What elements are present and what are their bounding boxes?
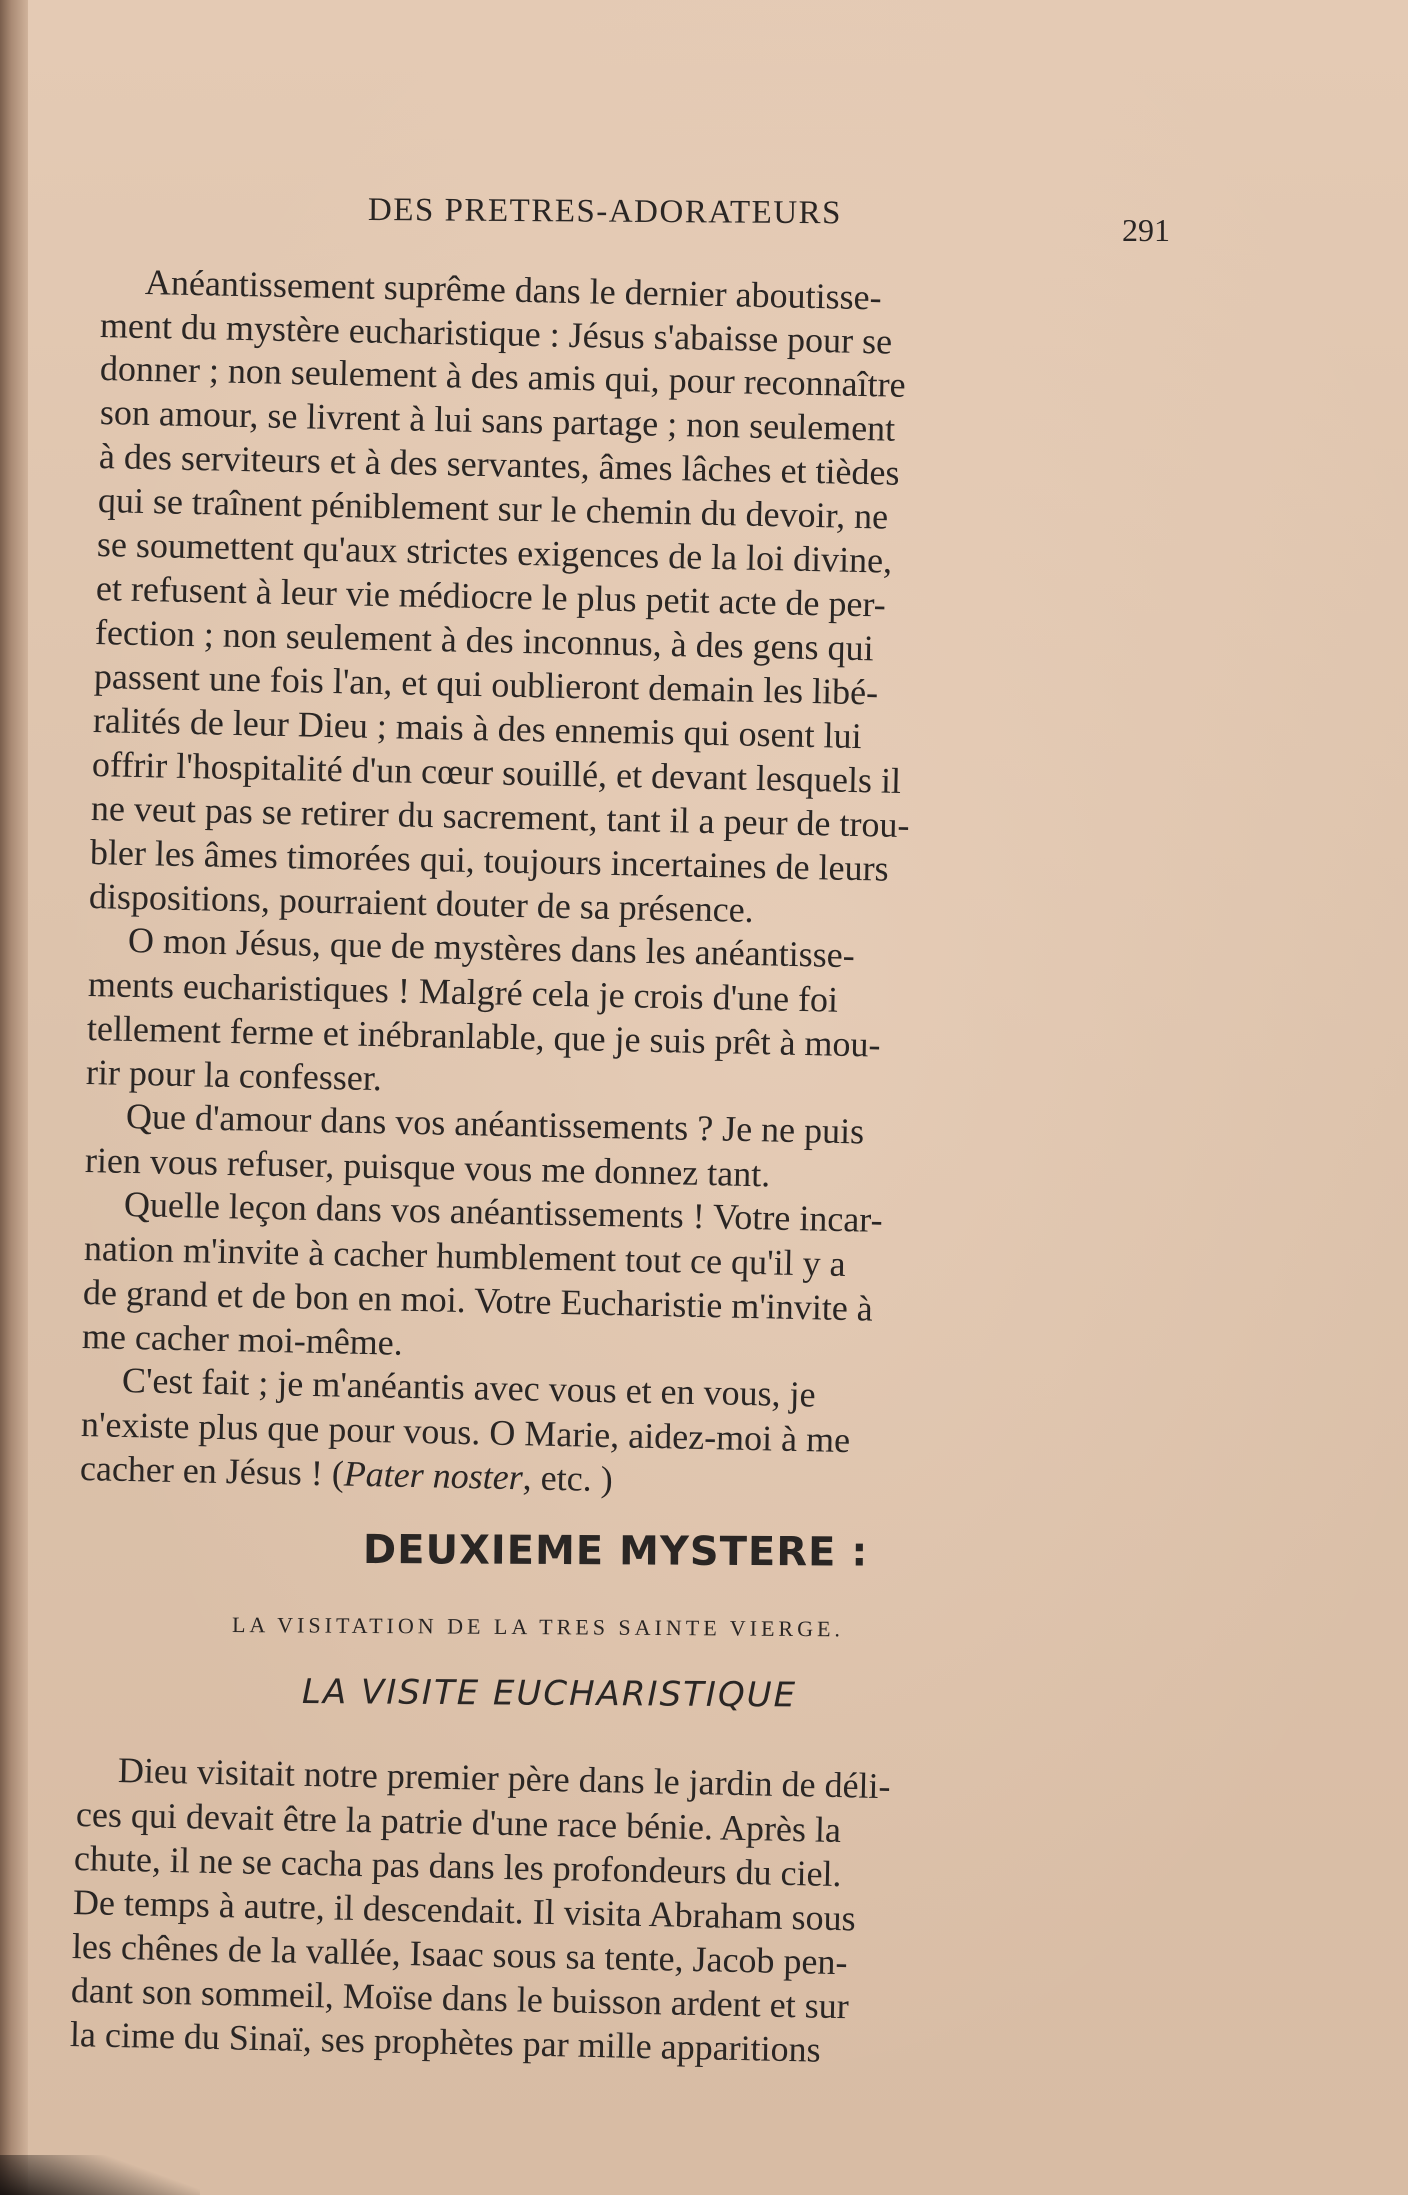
text-line: chute, il ne se cacha pas dans les profondeurs du ciel. — [73, 1838, 842, 1895]
text-line: dispositions, pourraient douter de sa présence. — [88, 876, 755, 930]
text-line: les chênes de la vallée, Isaac sous sa tente, Jacob pen- — [71, 1926, 848, 1983]
text-line: ments eucharistiques ! Malgré cela je crois d'une foi — [87, 964, 839, 1020]
text-line: De temps à autre, il descendait. Il visita Abraham sous — [72, 1882, 857, 1939]
text-line: Dieu visitait notre premier père dans le jardin de déli- — [117, 1750, 891, 1807]
text-line: et refusent à leur vie médiocre le plus petit acte de per- — [95, 568, 887, 625]
text-line: rir pour la confesser. — [85, 1052, 383, 1099]
text-line: n'existe plus que pour vous. O Marie, aidez-moi à me — [80, 1404, 851, 1461]
text-line: de grand et de bon en moi. Votre Eucharistie m'invite à — [82, 1272, 874, 1329]
text-line: bler les âmes timorées qui, toujours incertaines de leurs — [89, 832, 890, 889]
text-line: O mon Jésus, que de mystères dans les anéantisse- — [127, 920, 856, 976]
section-subheading: LA VISITATION DE LA TRES SAINTE VIERGE. — [231, 1612, 845, 1642]
text-line: me cacher moi-même. — [81, 1316, 404, 1363]
text-line: qui se traînent péniblement sur le chemin du devoir, ne — [97, 480, 889, 537]
text-line: ment du mystère eucharistique : Jésus s'abaisse pour se — [99, 305, 893, 362]
text-line: ne veut pas se retirer du sacrement, tant il a peur de trou- — [90, 788, 910, 846]
text-line: fection ; non seulement à des inconnus, à des gens qui — [94, 612, 875, 669]
text-line: tellement ferme et inébranlable, que je suis prêt à mou- — [86, 1008, 881, 1065]
italic-text-segment: Pater noster — [343, 1453, 524, 1498]
text-line: à des serviteurs et à des servantes, âmes lâches et tièdes — [98, 436, 900, 493]
text-line: passent une fois l'an, et qui oublieront demain les libé- — [93, 656, 879, 713]
text-line: donner ; non seulement à des amis qui, pour reconnaître — [99, 348, 907, 405]
running-title: DES PRETRES-ADORATEURS — [367, 192, 843, 232]
text-line: offrir l'hospitalité d'un cœur souillé, et devant lesquels il — [91, 744, 902, 801]
text-line: nation m'invite à cacher humblement tout ce qu'il y a — [83, 1228, 846, 1284]
text-line: C'est fait ; je m'anéantis avec vous et en vous, je — [121, 1360, 817, 1415]
text-line: son amour, se livrent à lui sans partage ; non seulement — [99, 392, 896, 449]
text-line: la cime du Sinaï, ses prophètes par mille apparitions — [69, 2014, 822, 2070]
section-heading: DEUXIEME MYSTERE : — [362, 1527, 869, 1576]
text-line: ralités de leur Dieu ; mais à des ennemis qui osent lui — [92, 700, 863, 757]
text-line: Anéantissement suprême dans le dernier aboutisse- — [144, 262, 883, 318]
text-line: Que d'amour dans vos anéantissements ? Je ne puis — [125, 1096, 865, 1152]
text-line: ces qui devait être la patrie d'une race bénie. Après la — [75, 1794, 842, 1851]
page-number: 291 — [1122, 212, 1170, 248]
text-line: dant son sommeil, Moïse dans le buisson ardent et sur — [70, 1970, 850, 2027]
section-italic-heading: LA VISITE EUCHARISTIQUE — [301, 1672, 798, 1716]
text-line: se soumettent qu'aux strictes exigences de la loi divine, — [96, 524, 893, 581]
text-segment: , etc. ) — [522, 1457, 614, 1500]
text-segment: cacher en Jésus ! ( — [79, 1448, 345, 1494]
text-line: Quelle leçon dans vos anéantissements ! Votre incar- — [123, 1184, 883, 1240]
text-line: rien vous refuser, puisque vous me donnez tant. — [84, 1140, 771, 1195]
